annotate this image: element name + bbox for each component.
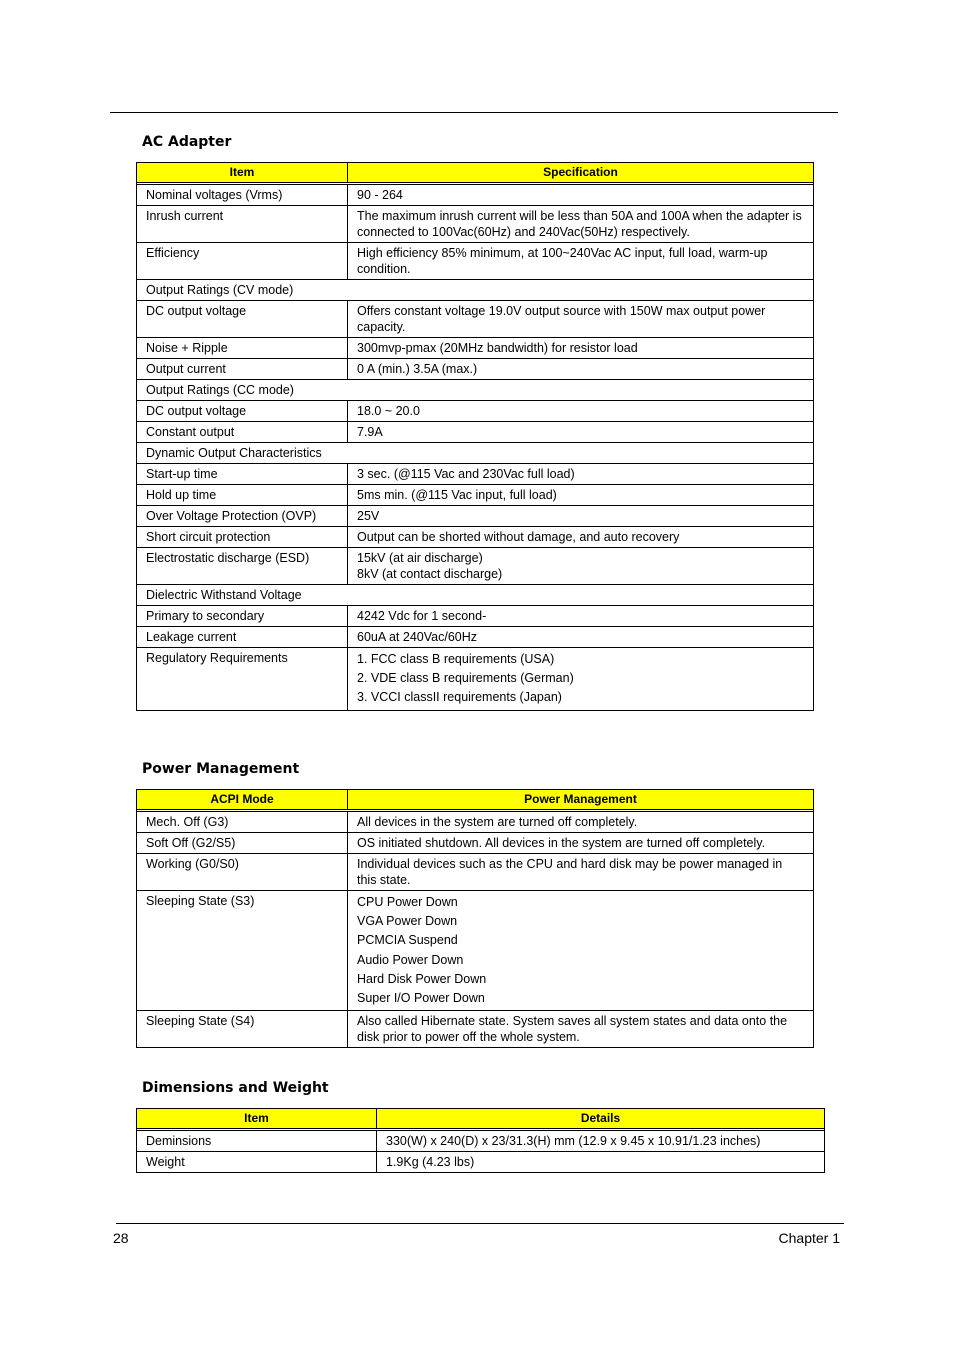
spec-line: 2. VDE class B requirements (German) (357, 671, 574, 686)
item-cell: Weight (137, 1152, 377, 1173)
table-row (137, 548, 814, 585)
table-row (137, 812, 814, 833)
spec-cell (348, 854, 814, 891)
spec-line: CPU Power Down (357, 895, 458, 909)
spec-cell (348, 1011, 814, 1048)
spec-line: 5ms min. (@115 Vac input, full load) (357, 488, 557, 502)
chapter-label: Chapter 1 (778, 1230, 840, 1246)
item-cell: Noise + Ripple (137, 338, 348, 359)
spec-line: 1. FCC class B requirements (USA) (357, 652, 555, 666)
group-heading-cell: Output Ratings (CV mode) (137, 280, 814, 301)
item-cell: Start-up time (137, 464, 348, 485)
spec-line: VGA Power Down (357, 914, 458, 929)
table-row (137, 891, 814, 1011)
item-cell: Over Voltage Protection (OVP) (137, 506, 348, 527)
table-row (137, 443, 814, 464)
group-heading-cell: Output Ratings (CC mode) (137, 380, 814, 401)
item-cell: Output current (137, 359, 348, 380)
spec-cell (348, 206, 814, 243)
item-cell: Mech. Off (G3) (137, 812, 348, 833)
spec-cell (348, 301, 814, 338)
item-cell: Sleeping State (S3) (137, 891, 348, 1011)
ac-adapter-title: AC Adapter (142, 134, 232, 150)
column-header-acpi-mode: ACPI Mode (137, 790, 348, 810)
spec-cell (348, 464, 814, 485)
item-cell: Sleeping State (S4) (137, 1011, 348, 1048)
item-cell: Regulatory Requirements (137, 648, 348, 711)
spec-line: 25V (357, 509, 380, 523)
table-row (137, 585, 814, 606)
item-cell: Deminsions (137, 1131, 377, 1152)
spec-cell (377, 1152, 825, 1173)
spec-line: Also called Hibernate state. System saves all system states and data onto the disk prior to power off the whole system. (357, 1014, 788, 1045)
power-management-table (136, 789, 814, 1048)
spec-cell (348, 506, 814, 527)
spec-cell (348, 648, 814, 711)
table-row (137, 359, 814, 380)
table-row (137, 243, 814, 280)
spec-cell (348, 833, 814, 854)
spec-line: 15kV (at air discharge) (357, 551, 483, 565)
spec-line: Offers constant voltage 19.0V output source with 150W max output power capacity. (357, 304, 766, 334)
table-row (137, 1011, 814, 1048)
item-cell: Nominal voltages (Vrms) (137, 185, 348, 206)
spec-cell (348, 185, 814, 206)
table-row (137, 206, 814, 243)
footer-rule (116, 1223, 844, 1224)
table-row (137, 422, 814, 443)
group-heading-cell: Dielectric Withstand Voltage (137, 585, 814, 606)
table-row (137, 485, 814, 506)
spec-cell (348, 548, 814, 585)
column-header-item: Item (137, 1109, 377, 1129)
item-cell: Inrush current (137, 206, 348, 243)
column-header-power-management: Power Management (348, 790, 814, 810)
table-row (137, 185, 814, 206)
table-row (137, 301, 814, 338)
spec-line: 7.9A (357, 425, 383, 439)
spec-cell (348, 606, 814, 627)
spec-line: 60uA at 240Vac/60Hz (357, 630, 477, 644)
dimensions-weight-table (136, 1108, 825, 1173)
spec-line: 3 sec. (@115 Vac and 230Vac full load) (357, 467, 575, 481)
table-row (137, 1152, 825, 1173)
column-header-specification: Specification (348, 163, 814, 183)
spec-line: 330(W) x 240(D) x 23/31.3(H) mm (12.9 x 9.45 x 10.91/1.23 inches) (386, 1134, 761, 1148)
item-cell: DC output voltage (137, 401, 348, 422)
table-row (137, 1131, 825, 1152)
spec-line: Audio Power Down (357, 952, 464, 967)
spec-cell (348, 338, 814, 359)
spec-cell (348, 527, 814, 548)
table-row (137, 506, 814, 527)
spec-cell (348, 243, 814, 280)
top-rule (110, 112, 838, 113)
dimensions-weight-title: Dimensions and Weight (142, 1080, 329, 1096)
table-row (137, 380, 814, 401)
spec-line: 1.9Kg (4.23 lbs) (386, 1155, 475, 1169)
spec-line: 0 A (min.) 3.5A (max.) (357, 362, 478, 376)
item-cell: Hold up time (137, 485, 348, 506)
table-row (137, 606, 814, 627)
spec-line: 8kV (at contact discharge) (357, 567, 503, 581)
item-cell: DC output voltage (137, 301, 348, 338)
spec-line: High efficiency 85% minimum, at 100~240Vac AC input, full load, warm-up condition. (357, 246, 768, 276)
spec-line: 4242 Vdc for 1 second- (357, 609, 487, 623)
table-row (137, 854, 814, 891)
spec-cell (348, 401, 814, 422)
table-row (137, 401, 814, 422)
item-cell: Soft Off (G2/S5) (137, 833, 348, 854)
item-cell: Short circuit protection (137, 527, 348, 548)
item-cell: Primary to secondary (137, 606, 348, 627)
spec-cell (348, 891, 814, 1011)
spec-cell (348, 812, 814, 833)
spec-cell (348, 422, 814, 443)
group-heading-cell: Dynamic Output Characteristics (137, 443, 814, 464)
spec-line: OS initiated shutdown. All devices in the system are turned off completely. (357, 836, 766, 850)
spec-line: Hard Disk Power Down (357, 971, 487, 986)
spec-line: 300mvp-pmax (20MHz bandwidth) for resistor load (357, 341, 638, 355)
table-row (137, 527, 814, 548)
item-cell: Efficiency (137, 243, 348, 280)
table-row (137, 464, 814, 485)
table-row (137, 648, 814, 711)
power-management-title: Power Management (142, 761, 300, 777)
table-row (137, 280, 814, 301)
spec-line: Output can be shorted without damage, and auto recovery (357, 530, 680, 544)
table-row (137, 833, 814, 854)
spec-cell (348, 485, 814, 506)
column-header-details: Details (377, 1109, 825, 1129)
spec-cell (377, 1131, 825, 1152)
item-cell: Leakage current (137, 627, 348, 648)
item-cell: Constant output (137, 422, 348, 443)
table-row (137, 627, 814, 648)
spec-line: 3. VCCI classII requirements (Japan) (357, 690, 562, 705)
spec-cell (348, 627, 814, 648)
spec-line: All devices in the system are turned off completely. (357, 815, 638, 829)
item-cell: Electrostatic discharge (ESD) (137, 548, 348, 585)
spec-line: 90 - 264 (357, 188, 403, 202)
spec-line: The maximum inrush current will be less than 50A and 100A when the adapter is connected to 100Vac(60Hz) and 240Vac(50Hz) respectively. (357, 209, 802, 239)
spec-line: Individual devices such as the CPU and hard disk may be power managed in this state. (357, 857, 783, 887)
column-header-item: Item (137, 163, 348, 183)
spec-line: PCMCIA Suspend (357, 933, 458, 948)
spec-cell (348, 359, 814, 380)
table-row (137, 338, 814, 359)
page-number: 28 (113, 1230, 129, 1246)
spec-line: Super I/O Power Down (357, 991, 485, 1006)
spec-line: 18.0 ~ 20.0 (357, 404, 420, 418)
ac-adapter-table (136, 162, 814, 711)
item-cell: Working (G0/S0) (137, 854, 348, 891)
